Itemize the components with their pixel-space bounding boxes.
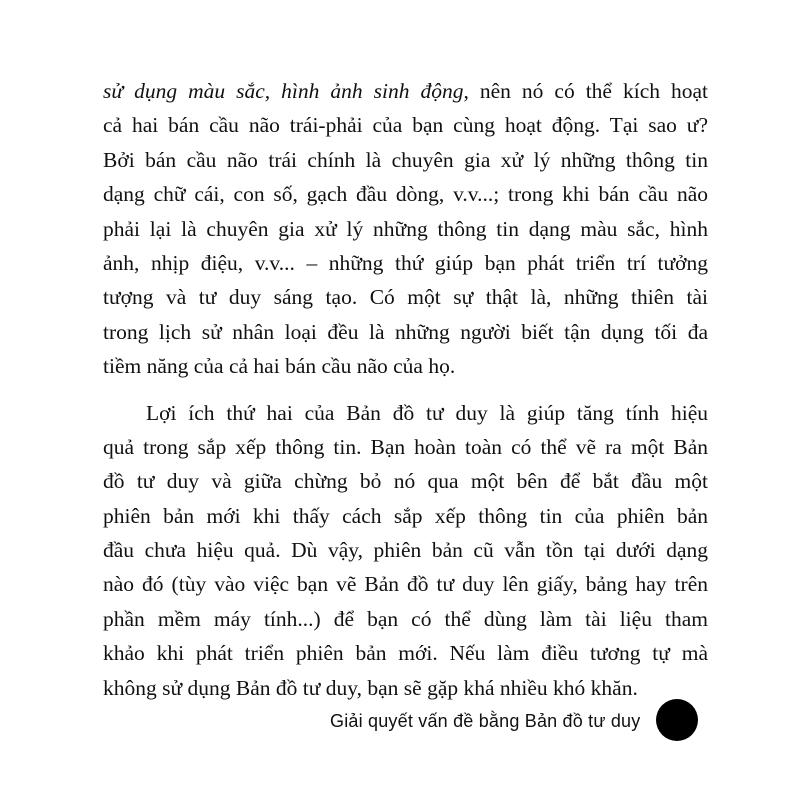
paragraph-line: tiềm năng của cả hai bán cầu não của họ.	[103, 354, 456, 379]
paragraph-line: Bởi bán cầu não trái chính là chuyên gia xử lý những thông tin	[103, 147, 708, 172]
paragraph-line: tượng và tư duy sáng tạo. Có một sự thật là, những thiên tài	[103, 285, 708, 310]
paragraph-line: cả hai bán cầu não trái-phải của bạn cùng hoạt động. Tại sao ư?	[103, 113, 708, 138]
paragraph-spacer	[103, 384, 708, 396]
paragraph-line: không sử dụng Bản đồ tư duy, bạn sẽ gặp khá nhiều khó khăn.	[103, 675, 638, 700]
paragraph-line	[103, 74, 708, 108]
paragraph-line: nào đó (tùy vào việc bạn vẽ Bản đồ tư duy lên giấy, bảng hay trên	[103, 572, 708, 597]
italic-phrase: sử dụng màu sắc, hình ảnh sinh động	[103, 79, 464, 103]
line-continuation: , nên nó có thể kích hoạt	[463, 79, 709, 103]
paragraph-1	[103, 74, 708, 384]
paragraph-2	[103, 396, 708, 706]
paragraph-line: đồ tư duy và giữa chừng bỏ nó qua một bên để bắt đầu một	[103, 469, 708, 494]
paragraph-line: phiên bản mới khi thấy cách sắp xếp thông tin của phiên bản	[103, 503, 708, 528]
paragraph-line: dạng chữ cái, con số, gạch đầu dòng, v.v...; trong khi bán cầu não	[103, 182, 708, 207]
running-footer-title: Giải quyết vấn đề bằng Bản đồ tư duy	[330, 711, 641, 731]
paragraph-line: phải lại là chuyên gia xử lý những thông tin dạng màu sắc, hình	[103, 216, 708, 241]
paragraph-line: trong lịch sử nhân loại đều là những người biết tận dụng tối đa	[103, 319, 708, 344]
paragraph-line: đầu chưa hiệu quả. Dù vậy, phiên bản cũ vẫn tồn tại dưới dạng	[103, 538, 708, 563]
paragraph-line: ảnh, nhịp điệu, v.v... – những thứ giúp bạn phát triển trí tưởng	[103, 250, 708, 275]
paragraph-line: Lợi ích thứ hai của Bản đồ tư duy là giúp tăng tính hiệu	[146, 400, 708, 425]
paragraph-line: phần mềm máy tính...) để bạn có thể dùng làm tài liệu tham	[103, 606, 708, 631]
paragraph-line: khảo khi phát triển phiên bản mới. Nếu làm điều tương tự mà	[103, 641, 708, 666]
page-marker-dot	[656, 699, 698, 741]
body-text	[103, 74, 708, 705]
paragraph-line: quả trong sắp xếp thông tin. Bạn hoàn toàn có thể vẽ ra một Bản	[103, 434, 708, 459]
